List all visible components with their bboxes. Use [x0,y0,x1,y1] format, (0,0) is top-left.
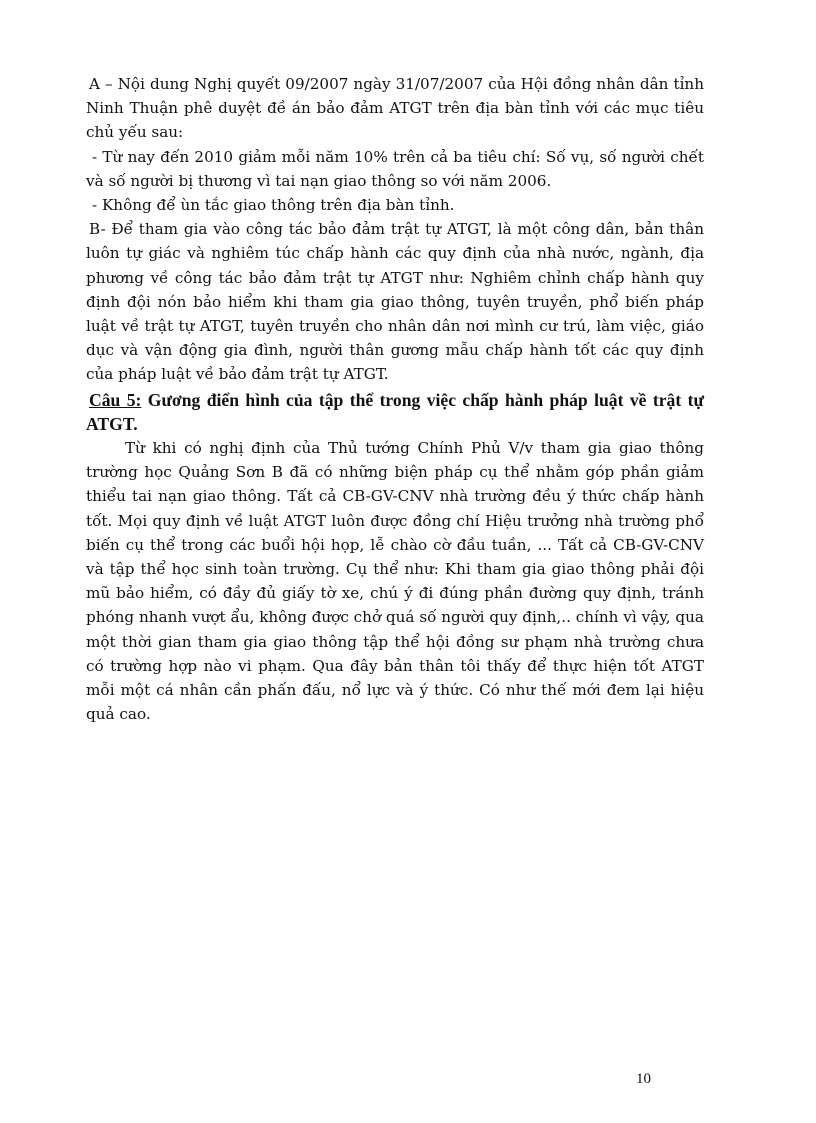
paragraph-school-example: Từ khi có nghị định của Thủ tướng Chính Phủ V/v tham gia giao thông trường học Quảng Sơn B đã có những biện pháp cụ thể nhằm góp phần giảm thiểu tai nạn giao thông. Tất cả CB-GV-CNV nhà trường đều ý thức chấp hành tốt. Mọi quy định về luật ATGT luôn được đồng chí Hiệu trưởng nhà trường phổ biến cụ thể trong các buổi hội họp, lễ chào cờ đầu tuần, ... Tất cả CB-GV-CNV và tập thể học sinh toàn trường. Cụ thể như: Khi tham gia giao thông phải đội mũ bảo hiểm, có đầy đủ giấy tờ xe, chú ý đi đúng phần đường quy định, tránh phóng nhanh vượt ẩu, không được chở quá số người quy định,.. chính vì vậy, qua một thời gian tham gia giao thông tập thể hội đồng sư phạm nhà trường chưa có trường hợp nào vi phạm. Qua đây bản thân tôi thấy để thực hiện tốt ATGT mỗi một cá nhân cần phấn đấu, nổ lực và ý thức. Có như thế mới đem lại hiệu quả cao. [86,439,704,724]
paragraph-resolution-intro: A – Nội dung Nghị quyết 09/2007 ngày 31/07/2007 của Hội đồng nhân dân tỉnh Ninh Thuận phê duyệt đề án bảo đảm ATGT trên địa bàn tỉnh với các mục tiêu chủ yếu sau: [86,75,704,142]
paragraph-goal-congestion: - Không để ùn tắc giao thông trên địa bàn tỉnh. [92,196,455,215]
document-page [86,72,704,726]
paragraph-citizen-duty: B- Để tham gia vào công tác bảo đảm trật tự ATGT, là một công dân, bản thân luôn tự giác và nghiêm túc chấp hành các quy định của nhà nước, ngành, địa phương về công tác bảo đảm trật tự ATGT như: Nghiêm chỉnh chấp hành quy định đội nón bảo hiểm khi tham gia giao thông, tuyên truyền, phổ biến pháp luật về trật tự ATGT, tuyên truyền cho nhân dân nơi mình cư trú, làm việc, giáo dục và vận động gia đình, người thân gương mẫu chấp hành tốt các quy định của pháp luật về bảo đảm trật tự ATGT. [86,220,704,384]
page-number: 10 [636,1071,651,1087]
paragraph-goal-reduction: - Từ nay đến 2010 giảm mỗi năm 10% trên cả ba tiêu chí: Số vụ, số người chết và số người bị thương vì tai nạn giao thông so với năm 2006. [86,147,704,190]
section-heading-text: Gương điển hình của tập thể trong việc chấp hành pháp luật về trật tự ATGT. [86,389,704,434]
section-heading [86,388,704,436]
section-heading-label: Câu 5: [89,389,142,410]
